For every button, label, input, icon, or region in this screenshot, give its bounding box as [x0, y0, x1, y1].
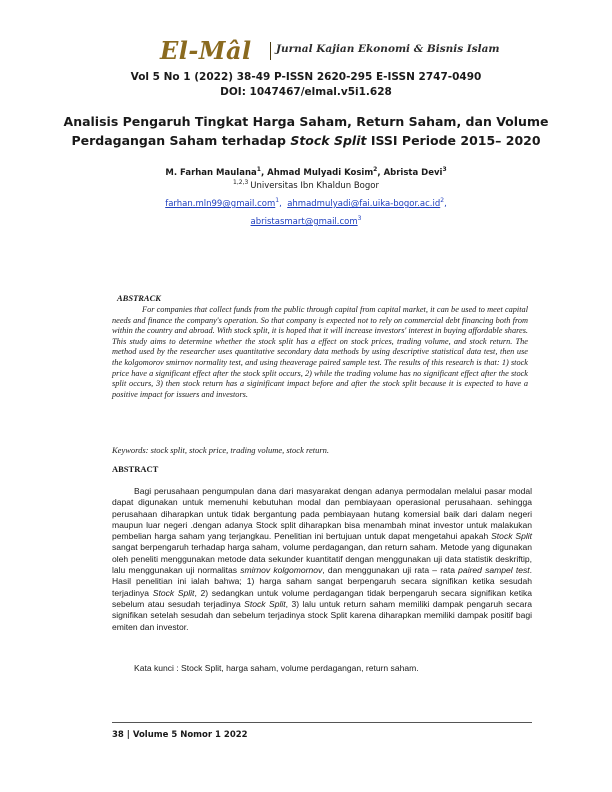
email-2-sup: 2: [440, 197, 445, 205]
author-1: M. Farhan Maulana: [165, 168, 257, 178]
logo-divider: [270, 42, 271, 60]
title-stock-split: Stock Split: [290, 133, 367, 148]
email-3-sup: 3: [357, 215, 362, 223]
abstract-italic: Stock Split: [244, 598, 286, 609]
author-list: [0, 168, 612, 178]
abstract-italic: smirnov kolgomornov: [240, 565, 323, 576]
abstract-segment: , dan menggunakan uji rata – rata: [322, 565, 459, 576]
doi-line: DOI: 1047467/elmal.v5i1.628: [220, 86, 392, 98]
el-mal-logo-mark: El-Mâl: [160, 36, 252, 65]
english-abstract-text: For companies that collect funds from the public through capital from capital market, it can be used to meet capital needs and finance the company's operation. So that company is expected not to rely on commercial debt financing both from within the country and abroad. With stock split, it is hoped that it will increase investors' interest in buying affordable shares. This study aims to determine whether the stock split has a effect on stock prices, trading volume, and stock return. The method used by the researcher uses quantitative secondary data methods by using descriptive statistical data test, then use the kolgomorov smirnov normality test, and using theaverage paired sample test. The results of this research is that: 1) stock price have a significant effect after the stock split occurs, 2) while the trading volume has no significant effect after the stock split occurs, 3) then stock return has a siginificant impact before and after the stock split because it is expected to have a positive impact for issuers and investors.: [112, 305, 528, 399]
email-line-2: [0, 217, 612, 227]
indonesian-abstract-text: [112, 486, 532, 633]
author-2: Ahmad Mulyadi Kosim: [267, 168, 374, 178]
affiliation: [0, 181, 612, 191]
author-3: Abrista Devi: [383, 168, 443, 178]
english-abstract-body: [112, 305, 528, 400]
title-line-2: [0, 131, 612, 150]
keywords: Keywords: stock split, stock price, trading volume, stock return.: [112, 445, 330, 455]
abstract-italic: Stock Split: [152, 587, 195, 598]
author-1-sup: 1: [256, 166, 261, 174]
author-sep: ,: [377, 168, 384, 178]
abstract-segment: . Hasil penelitian ini ialah bahwa; 1) harga saham sangat berpengaruh secara signifikan ketika sesudah terjadinya: [112, 565, 532, 598]
page-footer: 38 | Volume 5 Nomor 1 2022: [112, 730, 248, 740]
email-link-1[interactable]: farhan.mln99@gmail.com: [165, 199, 276, 209]
indonesian-abstract-heading: ABSTRACT: [112, 464, 159, 474]
indonesian-abstract-body: [112, 486, 532, 633]
title-line-1: Analisis Pengaruh Tingkat Harga Saham, Return Saham, dan Volume: [63, 114, 549, 129]
email-link-2[interactable]: ahmadmulyadi@fai.uika-bogor.ac.id: [287, 199, 441, 209]
title-line-2-start: Perdagangan Saham terhadap: [71, 133, 291, 148]
volume-issn-line: Vol 5 No 1 (2022) 38-49 P-ISSN 2620-295 E-ISSN 2747-0490: [130, 71, 482, 83]
title-line-2-end: ISSI Periode 2015– 2020: [366, 133, 541, 148]
abstract-segment: Bagi perusahaan pengumpulan dana dari masyarakat dengan adanya permodalan melalui pasar modal dapat digunakan untuk memenuhi kebutuhan modal dan pembiayaan operasional perusahaan. sehingga perusahaan diharapkan untuk tidak bergantung pada pembiayaan hutang komersial baik dari dalam negeri maupun luar negeri .dengan adanya Stock split diharapkan bisa menambah minat investor untuk malakukan pembelian harga saham yang terjangkau. Penelitian ini bertujuan untuk dapat mengetahui apakah: [112, 486, 532, 542]
abstract-italic: Stock Split: [491, 531, 532, 542]
journal-name: Jurnal Kajian Ekonomi & Bisnis Islam: [276, 43, 500, 55]
affiliation-text: Universitas Ibn Khaldun Bogor: [250, 181, 379, 191]
author-3-sup: 3: [442, 166, 447, 174]
footer-rule: [112, 722, 532, 723]
affiliation-sup: 1,2,3: [233, 179, 251, 187]
abstract-segment: sangat berpengaruh terhadap harga saham, volume perdagangan, dan return saham. Metode yang digunakan oleh peneliti menggunakan metode data sekunder kuantitatif dengan menggunakan uji data statistik deskriftip, lalu menggunakan uji normalitas: [112, 542, 532, 576]
english-abstract-heading: ABSTRACK: [117, 293, 161, 303]
abstract-segment: , 3) lalu untuk return saham memiliki dampak pengaruh secara signifikan setelah sesudah dan sebelum terjadinya stock Split karena diharapkan memiliki dampak positif bagi emiten dan investor.: [112, 598, 532, 632]
abstract-segment: , 2) sedangkan untuk volume perdagangan tidak berpengaruh secara signifikan ketika sebelum atau sesudah terjadinya: [112, 587, 532, 609]
journal-logo: [160, 36, 500, 65]
author-2-sup: 2: [373, 166, 378, 174]
kata-kunci: Kata kunci : Stock Split, harga saham, volume perdagangan, return saham.: [134, 663, 419, 673]
abstract-italic: paired sampel test: [458, 565, 530, 576]
paper-title: [0, 112, 612, 150]
email-1-sup: 1: [275, 197, 280, 205]
email-line-1: farhan.mln99@gmail.com$^1$, $ahmadmulyadi@fai.uika-bogor.ac.id^2$,: [165, 197, 447, 209]
author-sep: ,: [260, 168, 268, 178]
email-link-3[interactable]: abristasmart@gmail.com: [250, 217, 358, 227]
